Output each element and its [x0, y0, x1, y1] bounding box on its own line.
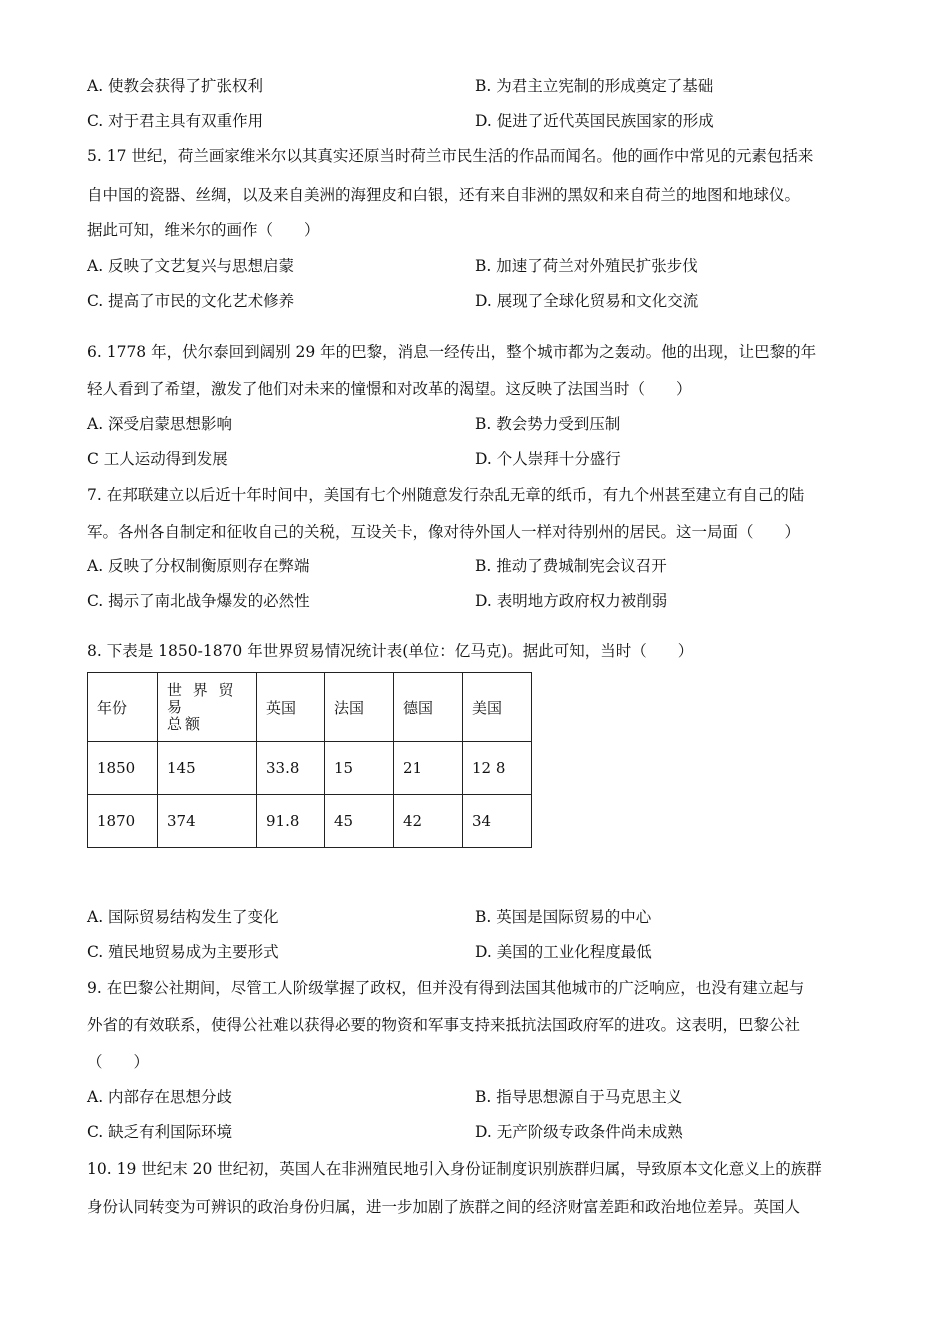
- q4-option-b: B. 为君主立宪制的形成奠定了基础: [475, 77, 714, 95]
- trade-statistics-table: [87, 672, 532, 848]
- q5-option-b: B. 加速了荷兰对外殖民扩张步伐: [475, 257, 698, 275]
- q10-stem-line-1: 10. 19 世纪末 20 世纪初，英国人在非洲殖民地引入身份证制度识别族群归属，导致原本文化意义上的族群: [87, 1160, 822, 1178]
- q5-stem-line-1: 5. 17 世纪，荷兰画家维米尔以其真实还原当时荷兰市民生活的作品而闻名。他的画作中常见的元素包括来: [87, 147, 814, 165]
- q8-option-b: B. 英国是国际贸易的中心: [475, 908, 652, 926]
- q7-option-a: A. 反映了分权制衡原则存在弊端: [87, 557, 310, 575]
- cell-usa: 12 8: [463, 742, 532, 795]
- q4-option-d: D. 促进了近代英国民族国家的形成: [475, 112, 714, 130]
- header-britain: 英国: [257, 673, 325, 742]
- q7-option-c: C. 揭示了南北战争爆发的必然性: [87, 592, 310, 610]
- q9-stem-line-2: 外省的有效联系，使得公社难以获得必要的物资和军事支持来抵抗法国政府军的进攻。这表明，巴黎公社: [87, 1016, 801, 1034]
- q7-stem-line-2: 军。各州各自制定和征收自己的关税，互设关卡，像对待外国人一样对待别州的居民。这一局面（ ）: [87, 523, 801, 541]
- cell-france: 15: [325, 742, 394, 795]
- q5-option-c: C. 提高了市民的文化艺术修养: [87, 292, 295, 310]
- q9-option-c: C. 缺乏有利国际环境: [87, 1123, 233, 1141]
- q4-option-a: A. 使教会获得了扩张权利: [87, 77, 264, 95]
- header-total: 总额: [167, 714, 204, 733]
- q8-option-c: C. 殖民地贸易成为主要形式: [87, 943, 279, 961]
- header-usa: 美国: [463, 673, 532, 742]
- q6-stem-line-1: 6. 1778 年，伏尔泰回到阔别 29 年的巴黎，消息一经传出，整个城市都为之轰动。他的出现，让巴黎的年: [87, 343, 817, 361]
- q9-option-a: A. 内部存在思想分歧: [87, 1088, 233, 1106]
- cell-world-total: 374: [158, 795, 257, 848]
- q8-stem: 8. 下表是 1850-1870 年世界贸易情况统计表(单位：亿马克)。据此可知，当时（ ）: [87, 642, 694, 660]
- q9-stem-line-1: 9. 在巴黎公社期间，尽管工人阶级掌握了政权，但并没有得到法国其他城市的广泛响应，也没有建立起与: [87, 979, 805, 997]
- cell-usa: 34: [463, 795, 532, 848]
- q6-option-d: D. 个人崇拜十分盛行: [475, 450, 621, 468]
- q6-option-b: B. 教会势力受到压制: [475, 415, 621, 433]
- header-world-trade-total: [158, 673, 257, 742]
- header-france: 法国: [325, 673, 394, 742]
- q5-stem-line-3: 据此可知，维米尔的画作（ ）: [87, 221, 320, 239]
- cell-germany: 42: [394, 795, 463, 848]
- q4-option-c: C. 对于君主具有双重作用: [87, 112, 264, 130]
- q10-stem-line-2: 身份认同转变为可辨识的政治身份归属，进一步加剧了族群之间的经济财富差距和政治地位差异。英国人: [87, 1198, 801, 1216]
- q6-stem-line-2: 轻人看到了希望，激发了他们对未来的憧憬和对改革的渴望。这反映了法国当时（ ）: [87, 380, 692, 398]
- cell-year: 1870: [88, 795, 158, 848]
- q9-option-d: D. 无产阶级专政条件尚未成熟: [475, 1123, 683, 1141]
- cell-year: 1850: [88, 742, 158, 795]
- q8-option-a: A. 国际贸易结构发生了变化: [87, 908, 279, 926]
- header-world-trade: 世 界 贸 易: [167, 680, 237, 716]
- q5-stem-line-2: 自中国的瓷器、丝绸，以及来自美洲的海狸皮和白银，还有来自非洲的黑奴和来自荷兰的地图和地球仪。: [87, 186, 801, 204]
- table-row: [88, 742, 532, 795]
- cell-france: 45: [325, 795, 394, 848]
- table-header-row: [88, 673, 532, 742]
- q7-stem-line-1: 7. 在邦联建立以后近十年时间中，美国有七个州随意发行杂乱无章的纸币，有九个州甚至建立有自己的陆: [87, 486, 805, 504]
- header-year: 年份: [88, 673, 158, 742]
- q7-option-d: D. 表明地方政府权力被削弱: [475, 592, 668, 610]
- cell-world-total: 145: [158, 742, 257, 795]
- cell-britain: 91.8: [257, 795, 325, 848]
- q6-option-c: C 工人运动得到发展: [87, 450, 228, 468]
- table-row: [88, 795, 532, 848]
- q5-option-a: A. 反映了文艺复兴与思想启蒙: [87, 257, 295, 275]
- q5-option-d: D. 展现了全球化贸易和文化交流: [475, 292, 699, 310]
- q9-stem-line-3: （ ）: [87, 1053, 150, 1071]
- q8-option-d: D. 美国的工业化程度最低: [475, 943, 652, 961]
- q9-option-b: B. 指导思想源自于马克思主义: [475, 1088, 683, 1106]
- cell-germany: 21: [394, 742, 463, 795]
- cell-britain: 33.8: [257, 742, 325, 795]
- q6-option-a: A. 深受启蒙思想影响: [87, 415, 233, 433]
- header-germany: 德国: [394, 673, 463, 742]
- q7-option-b: B. 推动了费城制宪会议召开: [475, 557, 667, 575]
